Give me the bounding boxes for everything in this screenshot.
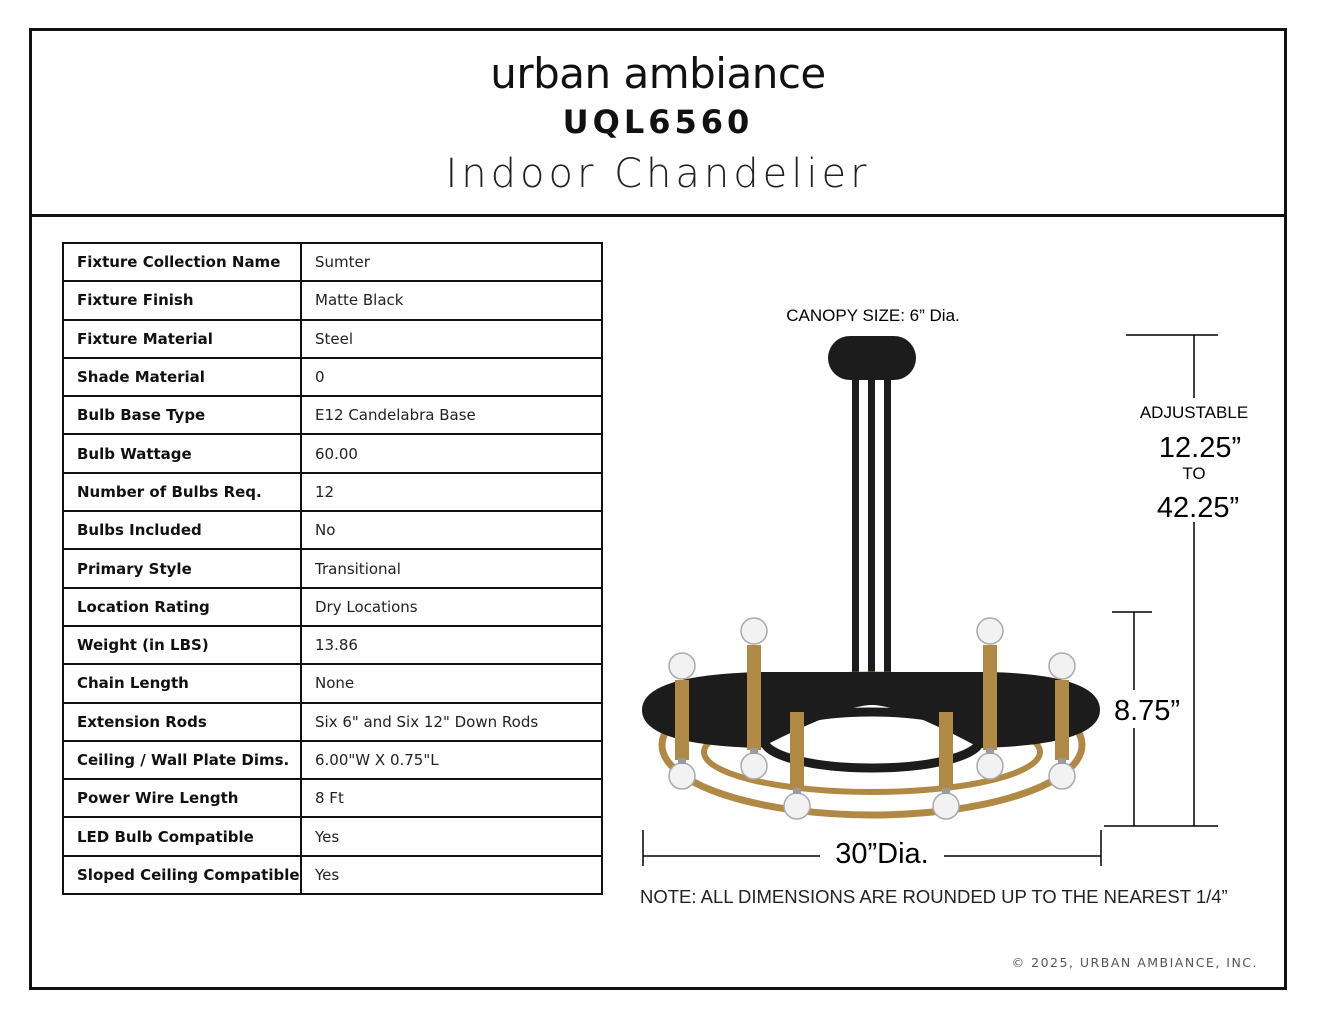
spec-label: Sloped Ceiling Compatible bbox=[63, 856, 301, 894]
spec-value: No bbox=[301, 511, 602, 549]
spec-label: Fixture Collection Name bbox=[63, 243, 301, 281]
spec-label: Primary Style bbox=[63, 549, 301, 587]
body-height-label: 8.75” bbox=[1113, 695, 1181, 727]
spec-value: 6.00"W X 0.75"L bbox=[301, 741, 602, 779]
spec-label: Bulb Wattage bbox=[63, 434, 301, 472]
bulb-icon bbox=[669, 653, 695, 679]
spec-label: Chain Length bbox=[63, 664, 301, 702]
down-rod bbox=[884, 378, 891, 690]
spec-value: Transitional bbox=[301, 549, 602, 587]
bulb-icon bbox=[1049, 763, 1075, 789]
spec-label: Fixture Material bbox=[63, 320, 301, 358]
bulb-icon bbox=[669, 763, 695, 789]
bulb-icon bbox=[741, 618, 767, 644]
bulb-icon bbox=[977, 618, 1003, 644]
copyright: © 2025, URBAN AMBIANCE, INC. bbox=[1011, 955, 1258, 970]
spec-label: Bulb Base Type bbox=[63, 396, 301, 434]
bulb-icon bbox=[977, 753, 1003, 779]
spec-value: 12 bbox=[301, 473, 602, 511]
spec-label: Ceiling / Wall Plate Dims. bbox=[63, 741, 301, 779]
model-number: UQL6560 bbox=[562, 103, 754, 141]
spec-value: Yes bbox=[301, 856, 602, 894]
down-rod bbox=[868, 378, 875, 690]
bulb-icon bbox=[784, 793, 810, 819]
spec-value: Matte Black bbox=[301, 281, 602, 319]
spec-label: Bulbs Included bbox=[63, 511, 301, 549]
spec-value: None bbox=[301, 664, 602, 702]
spec-label: Shade Material bbox=[63, 358, 301, 396]
adjustable-min: 12.25” bbox=[1158, 432, 1242, 464]
brand-logo: urban ambiance bbox=[490, 49, 826, 98]
down-rod bbox=[852, 378, 859, 690]
adjustable-label: ADJUSTABLE bbox=[1139, 403, 1249, 422]
canopy-size-label: CANOPY SIZE: 6” Dia. bbox=[786, 306, 960, 325]
adjustable-to: TO bbox=[1182, 464, 1206, 483]
spec-label: LED Bulb Compatible bbox=[63, 817, 301, 855]
spec-value: Dry Locations bbox=[301, 588, 602, 626]
spec-label: Power Wire Length bbox=[63, 779, 301, 817]
spec-value: Sumter bbox=[301, 243, 602, 281]
spec-value: 8 Ft bbox=[301, 779, 602, 817]
bulb-icon bbox=[1049, 653, 1075, 679]
spec-value: 0 bbox=[301, 358, 602, 396]
diameter-label: 30”Dia. bbox=[835, 838, 929, 870]
spec-label: Extension Rods bbox=[63, 703, 301, 741]
spec-value: Six 6" and Six 12" Down Rods bbox=[301, 703, 602, 741]
spec-value: 13.86 bbox=[301, 626, 602, 664]
spec-value: Steel bbox=[301, 320, 602, 358]
spec-label: Number of Bulbs Req. bbox=[63, 473, 301, 511]
dimension-note: NOTE: ALL DIMENSIONS ARE ROUNDED UP TO THE NEAREST 1/4” bbox=[640, 886, 1228, 907]
canopy bbox=[828, 336, 916, 380]
spec-value: E12 Candelabra Base bbox=[301, 396, 602, 434]
bulb-icon bbox=[933, 793, 959, 819]
spec-label: Fixture Finish bbox=[63, 281, 301, 319]
spec-value: Yes bbox=[301, 817, 602, 855]
spec-label: Location Rating bbox=[63, 588, 301, 626]
product-type: Indoor Chandelier bbox=[445, 151, 871, 197]
adjustable-max: 42.25” bbox=[1156, 492, 1240, 524]
spec-label: Weight (in LBS) bbox=[63, 626, 301, 664]
spec-value: 60.00 bbox=[301, 434, 602, 472]
bulb-icon bbox=[741, 753, 767, 779]
